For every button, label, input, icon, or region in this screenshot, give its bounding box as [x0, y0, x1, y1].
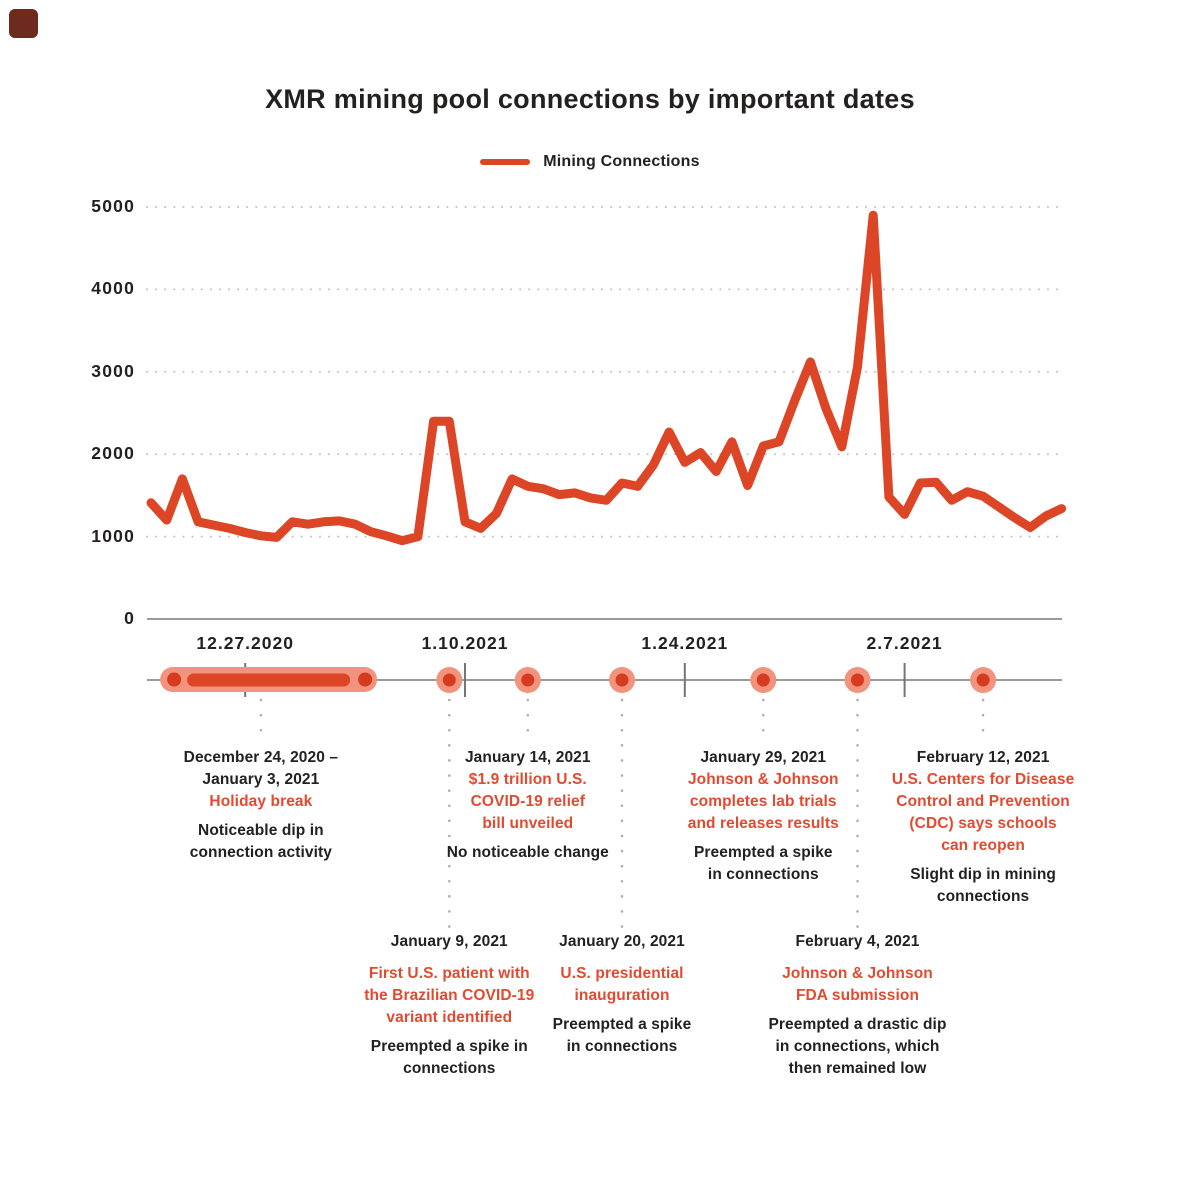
annotation-event-line: Johnson & Johnson — [687, 771, 839, 788]
annotation-event-line: U.S. Centers for Disease — [891, 771, 1075, 788]
x-axis-label: 12.27.2020 — [196, 633, 294, 653]
annotation-date-line: January 20, 2021 — [559, 933, 685, 950]
annotation-event-line: $1.9 trillion U.S. — [468, 771, 587, 788]
annotation-note-line: No noticeable change — [446, 844, 609, 861]
x-axis-label: 2.7.2021 — [866, 633, 943, 653]
timeline-event-dot — [851, 674, 864, 687]
legend-label: Mining Connections — [543, 153, 700, 170]
annotation-date-line: January 9, 2021 — [390, 933, 508, 950]
chart-title: XMR mining pool connections by important dates — [265, 84, 915, 114]
timeline-event-dot — [443, 674, 456, 687]
annotation-note-line: in connections — [707, 866, 819, 883]
annotation-event — [823, 769, 1143, 857]
annotation-note-line: Slight dip in mining — [910, 866, 1056, 883]
annotation-date-line: January 3, 2021 — [202, 771, 320, 788]
holiday-range-start-dot — [167, 673, 181, 687]
holiday-range-bar — [187, 674, 350, 687]
annotation-note-line: in connections — [566, 1038, 678, 1055]
annotation-note-line: Preempted a spike — [552, 1016, 692, 1033]
annotation-note-line: connections — [403, 1060, 496, 1077]
timeline-event-dot — [977, 674, 990, 687]
timeline-event-dot — [757, 674, 770, 687]
y-axis-label: 3000 — [91, 360, 135, 381]
annotation-event-line: (CDC) says schools — [909, 815, 1057, 832]
annotation-date — [823, 747, 1143, 769]
annotation-date-line: January 29, 2021 — [700, 749, 827, 766]
annotation-note-line: Preempted a spike in — [370, 1038, 528, 1055]
annotation-event-line: bill unveiled — [482, 815, 574, 832]
annotation-event-line: COVID-19 relief — [470, 793, 585, 810]
annotation-event-line: inauguration — [574, 987, 670, 1004]
annotation-event-line: FDA submission — [795, 987, 920, 1004]
annotation-event — [698, 963, 1018, 1007]
annotation-note-line: Noticeable dip in — [198, 822, 324, 839]
annotation-block — [698, 931, 1018, 1080]
annotation-event-line: U.S. presidential — [560, 965, 684, 982]
timeline-event-dot — [521, 674, 534, 687]
annotation-event-line: variant identified — [386, 1009, 513, 1026]
annotation-date — [698, 931, 1018, 953]
x-axis-label: 1.10.2021 — [421, 633, 509, 653]
annotation-date-line: February 12, 2021 — [916, 749, 1050, 766]
y-axis-label: 1000 — [91, 525, 135, 546]
annotation-event-line: can reopen — [941, 837, 1025, 854]
y-axis-label: 4000 — [91, 278, 135, 299]
annotation-note-line: connections — [936, 888, 1030, 905]
y-axis-label: 5000 — [91, 196, 135, 216]
annotation-event-line: First U.S. patient with — [368, 965, 530, 982]
annotation-event-line: the Brazilian COVID-19 — [364, 987, 535, 1004]
mining-connections-line — [151, 215, 1062, 541]
annotation-note-line: Preempted a spike — [693, 844, 833, 861]
y-axis-label: 0 — [124, 608, 135, 628]
annotation-note-line: Preempted a drastic dip — [768, 1016, 947, 1033]
annotation-event-line: completes lab trials — [689, 793, 837, 810]
annotation-note-line: connection activity — [189, 844, 333, 861]
annotation-note-line: in connections, which — [775, 1038, 940, 1055]
annotation-date-line: February 4, 2021 — [795, 933, 920, 950]
annotation-event-line: Johnson & Johnson — [782, 965, 933, 982]
x-axis-label: 1.24.2021 — [641, 633, 729, 653]
annotation-date-line: January 14, 2021 — [464, 749, 591, 766]
timeline-event-dot — [616, 674, 629, 687]
annotation-event-line: Control and Prevention — [896, 793, 1070, 810]
annotation-note — [698, 1014, 1018, 1080]
y-axis-label: 2000 — [91, 443, 135, 464]
annotation-note — [823, 864, 1143, 908]
holiday-range-end-dot — [358, 673, 372, 687]
annotation-event-line: and releases results — [687, 815, 839, 832]
annotation-note-line: then remained low — [788, 1060, 927, 1077]
annotation-date-line: December 24, 2020 – — [183, 749, 339, 766]
annotation-block — [823, 747, 1143, 908]
annotation-event-line: Holiday break — [209, 793, 313, 810]
